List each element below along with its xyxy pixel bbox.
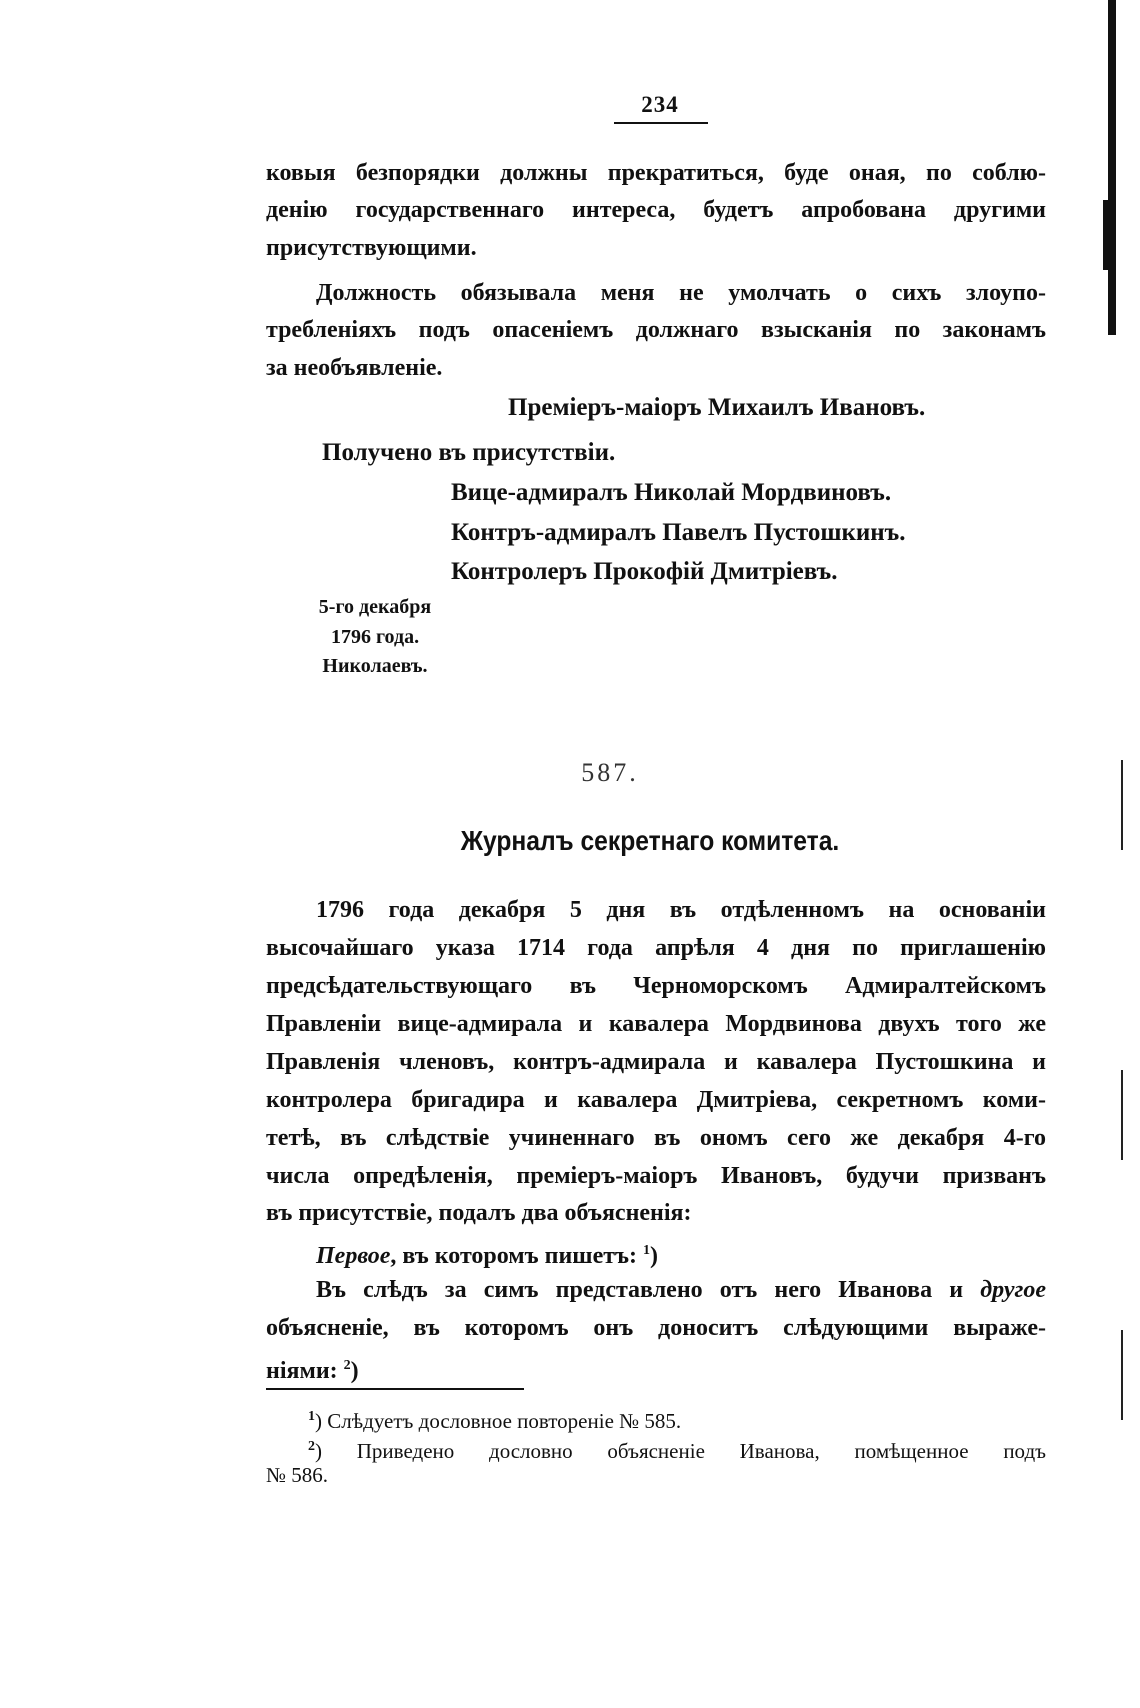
text-line: объясненіе, въ которомъ онъ доноситъ слѣдующими выраже- [266,1315,1046,1341]
text-span: Въ слѣдъ за симъ представлено отъ него Иванова и [316,1277,964,1303]
page-number: 234 [641,92,679,117]
received-line: Получено въ присутствіи. [322,439,616,466]
date-line: 5-го декабря [318,596,432,618]
signatory: Контръ-адмиралъ Павелъ Пустошкинъ. [451,519,906,546]
page-number-rule [614,122,708,124]
place-line: Николаевъ. [322,655,428,677]
footnote-ref: 1 [643,1243,650,1258]
text-line: числа опредѣленія, преміеръ-маіоръ Ивановъ, будучи призванъ [266,1163,1046,1189]
signatory: Контролеръ Прокофій Дмитріевъ. [451,558,838,585]
text-line: присутствующими. [266,235,477,261]
text-span: ніями: [266,1358,338,1384]
scan-edge-shadow [1108,0,1116,335]
italic-word: другое [980,1277,1046,1303]
text-line: Должность обязывала меня не умолчать о сихъ злоупо- [316,280,1046,306]
footnote-text: $^2$) Приведено дословно объясненіе Иванова, помѣщенное подъ [308,1439,1046,1463]
text-line: въ присутствіе, подалъ два объясненія: [266,1200,692,1226]
scan-edge-line [1121,1330,1123,1420]
scan-edge-line [1121,1070,1123,1160]
text-line: предсѣдательствующаго въ Черноморскомъ Адмиралтейскомъ [266,973,1046,999]
text-line: требленіяхъ подъ опасеніемъ должнаго взысканія по законамъ [266,317,1046,343]
text-line: высочайшаго указа 1714 года апрѣля 4 дня по приглашенію [266,935,1046,961]
footnote-mark: 1 [308,1409,315,1424]
italic-word: Первое [316,1243,391,1269]
footnote-mark: 2 [308,1439,315,1454]
document-number: 587. [581,758,639,787]
text-line: ковыя безпорядки должны прекратиться, буде оная, по соблю- [266,160,1046,186]
scan-edge-line [1121,760,1123,850]
date-line: 1796 года. [330,626,420,648]
text-line: за необъявленіе. [266,355,443,381]
text-line: контролера бригадира и кавалера Дмитріева, секретномъ коми- [266,1087,1046,1113]
signatory: Вице-адмиралъ Николай Мордвиновъ. [451,479,892,506]
footnote-text: Слѣдуетъ дословное повтореніе № 585. [327,1409,682,1433]
text-line: Правленія членовъ, контръ-адмирала и кавалера Пустошкина и [266,1049,1046,1075]
text-line: ніями: $^2$) [266,1358,359,1384]
text-span: , въ которомъ пишетъ: [390,1243,637,1269]
text-line [316,1275,1046,1305]
text-line: денію государственнаго интереса, будетъ апробована другими [266,197,1046,223]
footnote: $^1$) Слѣдуетъ дословное повтореніе № 585. [308,1409,682,1433]
text-line: Правленіи вице-адмирала и кавалера Мордвинова двухъ того же [266,1011,1046,1037]
scan-edge-shadow-notch [1103,200,1109,270]
document-title: Журналъ секретнаго комитета. [460,825,840,856]
text-line: тетѣ, въ слѣдствіе учиненнаго въ ономъ сего же декабря 4-го [266,1125,1046,1151]
footnote-ref: 2 [343,1358,351,1373]
text-line: 1796 года декабря 5 дня въ отдѣленномъ на основаніи [316,897,1046,923]
footnote-continuation: № 586. [266,1463,329,1487]
footnote-text: Приведено дословно объясненіе Иванова, помѣщенное подъ [356,1439,1046,1463]
text-line: Первое, въ которомъ пишетъ: $^1$) [316,1243,658,1269]
signature-main: Преміеръ-маіоръ Михаилъ Ивановъ. [508,394,926,421]
footnote [308,1434,1046,1464]
footnote-rule [266,1388,524,1390]
